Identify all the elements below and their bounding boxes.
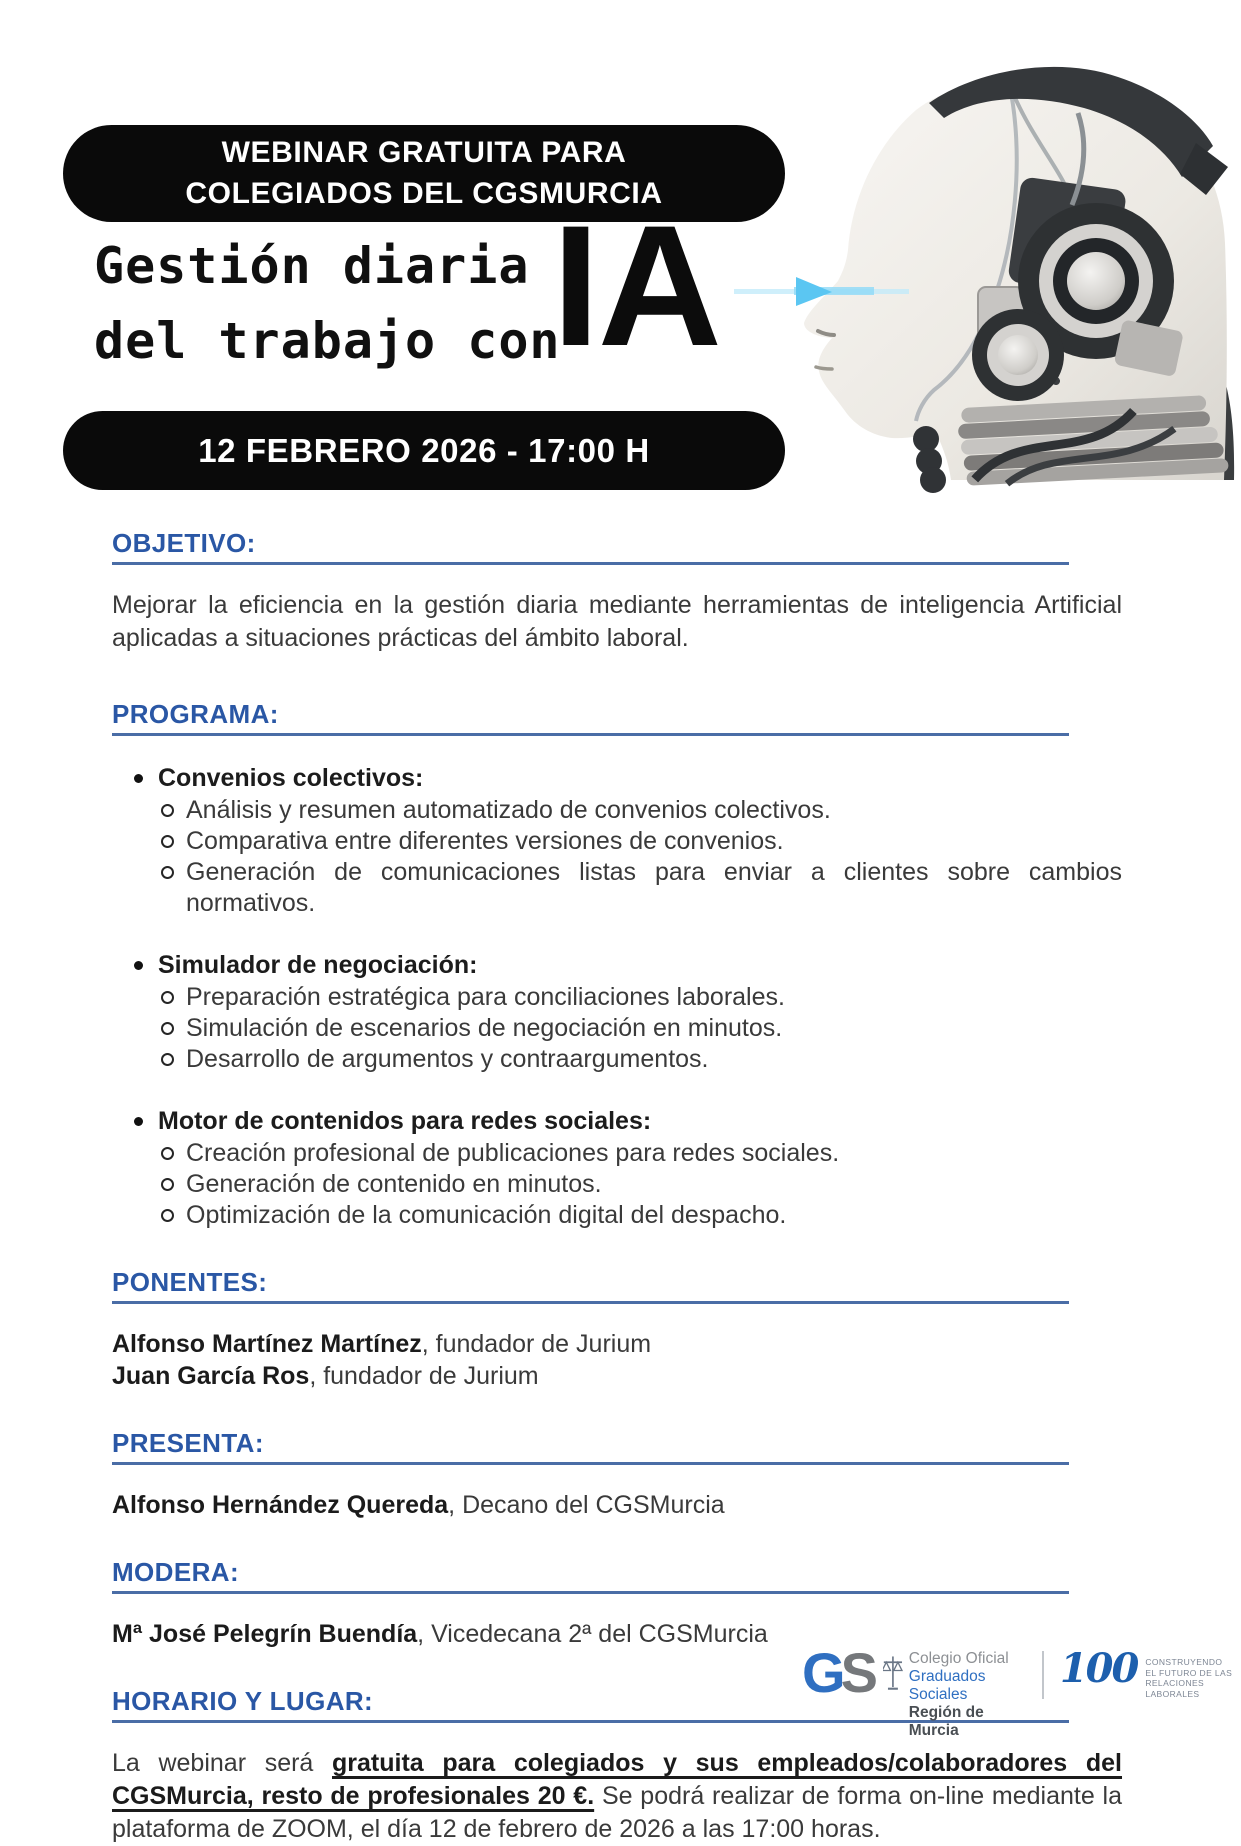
centenary-line2: EL FUTURO DE LAS [1145, 1667, 1233, 1678]
programa-list [112, 762, 1122, 1231]
presenter-line [112, 1489, 1122, 1521]
org-line3: Región de Murcia [908, 1704, 984, 1739]
objetivo-text: Mejorar la eficiencia en la gestión diaria mediante herramientas de inteligencia Artificial aplicadas a situaciones prácticas del ámbito laboral. [112, 591, 1122, 652]
horario-text: La webinar será gratuita para colegiados y sus empleados/colaboradores del CGSMurcia, resto de profesionales 20 €. Se podrá realizar de forma on-line mediante la plataforma de ZOOM, el día 12 de febrero de 2026 a las 17:00 horas. [112, 1749, 1123, 1843]
speaker-line [112, 1328, 1122, 1360]
centenary-line1: CONSTRUYENDO [1145, 1657, 1223, 1667]
circle-bullet-icon [160, 1200, 186, 1231]
org-line2: Graduados Sociales [908, 1668, 986, 1703]
speaker-name: Alfonso Martínez Martínez [112, 1330, 422, 1358]
list-item: Desarrollo de argumentos y contraargumentos. [112, 1044, 1122, 1075]
speaker-role: , fundador de Jurium [309, 1362, 539, 1390]
section-heading-programa: PROGRAMA: [112, 699, 1069, 736]
speaker-line [112, 1360, 1122, 1392]
date-banner-text: 12 FEBRERO 2026 - 17:00 H [198, 431, 650, 469]
circle-bullet-icon [160, 826, 186, 857]
section-heading-ponentes: PONENTES: [112, 1267, 1069, 1304]
bullet-icon [134, 1105, 158, 1138]
bullet-icon [134, 949, 158, 982]
section-heading-modera: MODERA: [112, 1557, 1069, 1594]
circle-bullet-icon [160, 1169, 186, 1200]
moderator-name: Mª José Pelegrín Buendía [112, 1620, 418, 1648]
circle-bullet-icon [160, 1138, 186, 1169]
programa-group [112, 1105, 1122, 1231]
centenary-text-block [1145, 1657, 1241, 1699]
programa-group [112, 949, 1122, 1075]
presenter-role: , Decano del CGSMurcia [448, 1491, 725, 1519]
list-item: Generación de comunicaciones listas para enviar a clientes sobre cambios normativos. [112, 857, 1122, 919]
list-item: Análisis y resumen automatizado de convenios colectivos. [112, 795, 1122, 826]
bullet-icon [134, 762, 158, 795]
org-name-block [909, 1650, 1024, 1740]
circle-bullet-icon [160, 982, 186, 1013]
list-item: Preparación estratégica para conciliaciones laborales. [112, 982, 1122, 1013]
scales-of-justice-icon [883, 1650, 903, 1696]
circle-bullet-icon [160, 795, 186, 826]
webinar-banner-line1: WEBINAR GRATUITA PARA [221, 136, 627, 169]
centenary-line3: RELACIONES LABORALES [1145, 1678, 1205, 1699]
section-heading-presenta: PRESENTA: [112, 1428, 1069, 1465]
list-item: Creación profesional de publicaciones para redes sociales. [112, 1138, 1122, 1169]
main-title-line2: del trabajo con [94, 312, 561, 370]
moderator-line [112, 1618, 1122, 1650]
section-heading-horario: HORARIO Y LUGAR: [112, 1686, 1069, 1723]
circle-bullet-icon [160, 1044, 186, 1075]
horario-highlight: gratuita para colegiados y sus empleados/colaboradores del CGSMurcia, resto de profesionales 20 €. [112, 1749, 1123, 1810]
circle-bullet-icon [160, 857, 186, 919]
moderator-role: , Vicedecana 2ª del CGSMurcia [417, 1620, 768, 1648]
section-heading-objetivo: OBJETIVO: [112, 528, 1069, 565]
list-item: Comparativa entre diferentes versiones de convenios. [112, 826, 1122, 857]
programa-group-title: Motor de contenidos para redes sociales: [112, 1105, 1122, 1138]
speaker-role: , fundador de Jurium [421, 1330, 652, 1358]
date-banner [63, 411, 785, 490]
programa-group-title: Convenios colectivos: [112, 762, 1122, 795]
footer-divider [1042, 1651, 1044, 1699]
footer-logos [802, 1641, 1241, 1740]
org-line1: Colegio Oficial [908, 1650, 1009, 1667]
main-title-line1: Gestión diaria [94, 237, 530, 295]
programa-group [112, 762, 1122, 919]
list-item: Optimización de la comunicación digital del despacho. [112, 1200, 1122, 1231]
programa-group-title: Simulador de negociación: [112, 949, 1122, 982]
main-title-ia: IA [552, 190, 720, 382]
list-item: Simulación de escenarios de negociación en minutos. [112, 1013, 1122, 1044]
gs-logo: GS [802, 1641, 873, 1704]
presenter-name: Alfonso Hernández Quereda [112, 1491, 449, 1519]
circle-bullet-icon [160, 1013, 186, 1044]
centenary-logo: 100 [1059, 1645, 1138, 1692]
list-item: Generación de contenido en minutos. [112, 1169, 1122, 1200]
robot-head-image [766, 25, 1241, 480]
webinar-banner-line2: COLEGIADOS DEL CGSMURCIA [185, 177, 663, 210]
speaker-name: Juan García Ros [112, 1362, 310, 1390]
